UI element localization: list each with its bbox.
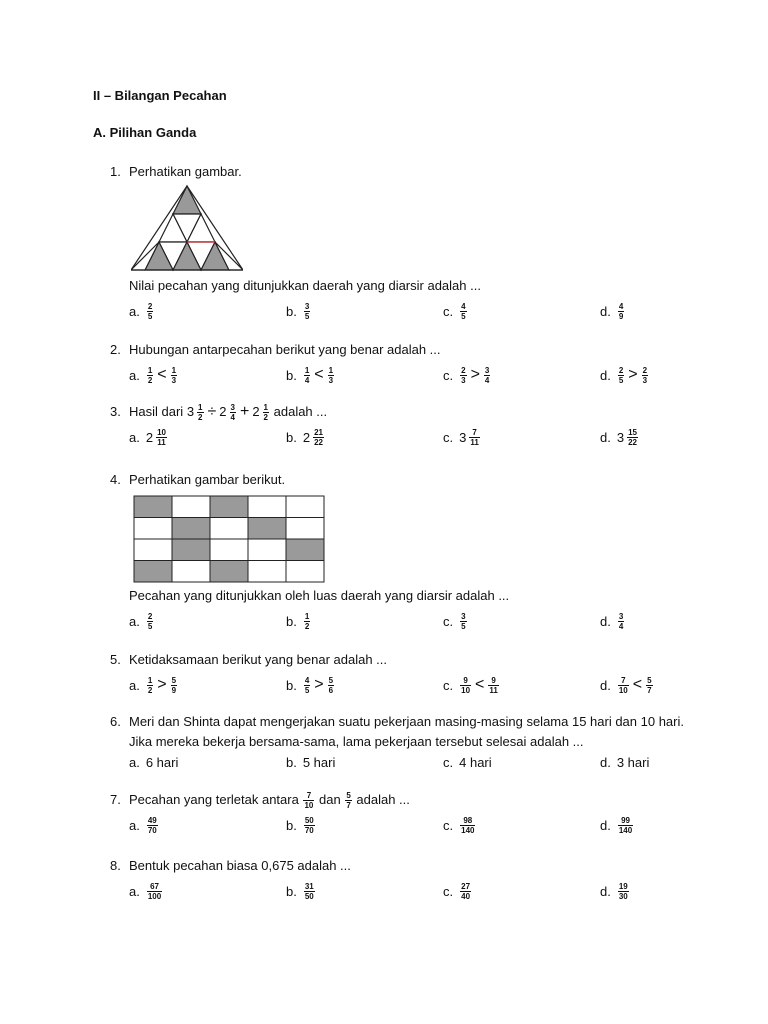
grid-cell-blank — [286, 561, 324, 583]
question-number: 5. — [110, 652, 121, 667]
question-3 — [110, 402, 720, 452]
question-5 — [110, 650, 720, 700]
grid-cell-blank — [210, 518, 248, 540]
option-c[interactable]: c. 4 5 — [443, 301, 466, 321]
grid-cell-shaded — [210, 561, 248, 583]
question-text-line-2: Jika mereka bekerja bersama-sama, lama pekerjaan tersebut selesai adalah ... — [129, 734, 584, 749]
question-text: Hubungan antarpecahan berikut yang benar adalah ... — [129, 342, 441, 357]
option-a[interactable]: a. 49 70 — [129, 815, 157, 835]
question-number: 4. — [110, 472, 121, 487]
grid-cell-shaded — [286, 539, 324, 561]
option-d[interactable]: d. 2 5 > 2 3 — [600, 365, 648, 385]
option-b[interactable]: b. 1 4 < 1 3 — [286, 365, 334, 385]
option-d[interactable]: d. 7 10 < 5 7 — [600, 675, 652, 695]
option-c[interactable]: c. 98 140 — [443, 815, 475, 835]
question-text-line-1: Meri dan Shinta dapat mengerjakan suatu pekerjaan masing-masing selama 15 hari dan 10 hari. — [129, 714, 684, 729]
option-a[interactable]: a. 2 10 11 — [129, 427, 166, 447]
grid-cell-shaded — [134, 561, 172, 583]
option-d[interactable]: d. 99 140 — [600, 815, 633, 835]
option-d[interactable]: d. 4 9 — [600, 301, 624, 321]
chapter-heading: II – Bilangan Pecahan — [93, 88, 227, 103]
question-prompt: Pecahan yang ditunjukkan oleh luas daerah yang diarsir adalah ... — [129, 588, 510, 603]
grid-cell-blank — [172, 561, 210, 583]
grid-cell-blank — [248, 561, 286, 583]
grid-cell-blank — [248, 539, 286, 561]
option-b[interactable]: b. 5 hari — [286, 754, 336, 770]
option-c[interactable]: c. 3 5 — [443, 611, 466, 631]
question-text: Perhatikan gambar berikut. — [129, 472, 286, 487]
option-a[interactable]: a. 1 2 < 1 3 — [129, 365, 177, 385]
option-d[interactable]: d. 3 4 — [600, 611, 624, 631]
question-text: Hasil dari 3 $\frac{1}{2}$ ÷ 2 3 4 + 2 1 2 adalah ... — [129, 402, 328, 422]
grid-cell-shaded — [134, 496, 172, 518]
question-6 — [110, 712, 740, 772]
option-c[interactable]: c. 4 hari — [443, 754, 492, 770]
grid-cell-blank — [248, 496, 286, 518]
option-b[interactable]: b. 4 5 > 5 6 — [286, 675, 334, 695]
grid-cell-shaded — [248, 518, 286, 540]
question-number: 7. — [110, 792, 121, 807]
option-a[interactable]: a. 1 2 > 5 9 — [129, 675, 177, 695]
option-a[interactable]: a. 2 5 — [129, 301, 153, 321]
option-d[interactable]: d. 19 30 — [600, 881, 628, 901]
option-c[interactable]: c. 27 40 — [443, 881, 471, 901]
grid-cell-shaded — [172, 518, 210, 540]
option-c[interactable]: c. 2 3 > 3 4 — [443, 365, 490, 385]
question-number: 8. — [110, 858, 121, 873]
option-b[interactable]: b. 1 2 — [286, 611, 310, 631]
question-number: 1. — [110, 164, 121, 179]
grid-cell-shaded — [172, 539, 210, 561]
grid-cell-blank — [134, 539, 172, 561]
grid-cell-blank — [286, 518, 324, 540]
question-4-body — [110, 586, 720, 636]
grid-cell-blank — [286, 496, 324, 518]
option-d[interactable]: d. 3 15 22 — [600, 427, 637, 447]
option-c[interactable]: c. 9 10 < 9 11 — [443, 675, 498, 695]
question-2 — [110, 340, 720, 390]
question-text: Ketidaksamaan berikut yang benar adalah ... — [129, 652, 388, 667]
fraction: 2 5 — [147, 301, 153, 321]
option-b[interactable]: b. 3 5 — [286, 301, 310, 321]
question-1 — [110, 162, 720, 182]
option-a[interactable]: a. 67 100 — [129, 881, 162, 901]
option-d[interactable]: d. 3 hari — [600, 754, 650, 770]
option-b[interactable]: b. 2 21 22 — [286, 427, 323, 447]
question-number: 6. — [110, 714, 121, 729]
fraction: 3 5 — [304, 301, 310, 321]
question-text: Perhatikan gambar. — [129, 164, 242, 179]
question-prompt: Nilai pecahan yang ditunjukkan daerah yang diarsir adalah ... — [129, 278, 481, 293]
grid-cell-blank — [210, 539, 248, 561]
question-text: Pecahan yang terletak antara 7 10 dan 5 7 adalah ... — [129, 790, 410, 810]
triangle-figure — [131, 184, 243, 274]
grid-figure — [133, 495, 325, 583]
question-number: 3. — [110, 404, 121, 419]
question-8 — [110, 856, 720, 906]
question-number: 2. — [110, 342, 121, 357]
option-b[interactable]: b. 50 70 — [286, 815, 314, 835]
option-a[interactable]: a. 2 5 — [129, 611, 153, 631]
question-7 — [110, 790, 720, 840]
question-text: Bentuk pecahan biasa 0,675 adalah ... — [129, 858, 351, 873]
subsection-heading: A. Pilihan Ganda — [93, 125, 197, 140]
grid-cell-blank — [134, 518, 172, 540]
question-1-body — [110, 276, 720, 326]
grid-cell-shaded — [210, 496, 248, 518]
grid-cell-blank — [172, 496, 210, 518]
option-a[interactable]: a. 6 hari — [129, 754, 179, 770]
fraction: 4 5 — [461, 301, 466, 321]
option-c[interactable]: c. 3 7 11 — [443, 427, 479, 447]
question-4 — [110, 470, 720, 490]
fraction: 4 9 — [618, 301, 624, 321]
option-b[interactable]: b. 31 50 — [286, 881, 314, 901]
